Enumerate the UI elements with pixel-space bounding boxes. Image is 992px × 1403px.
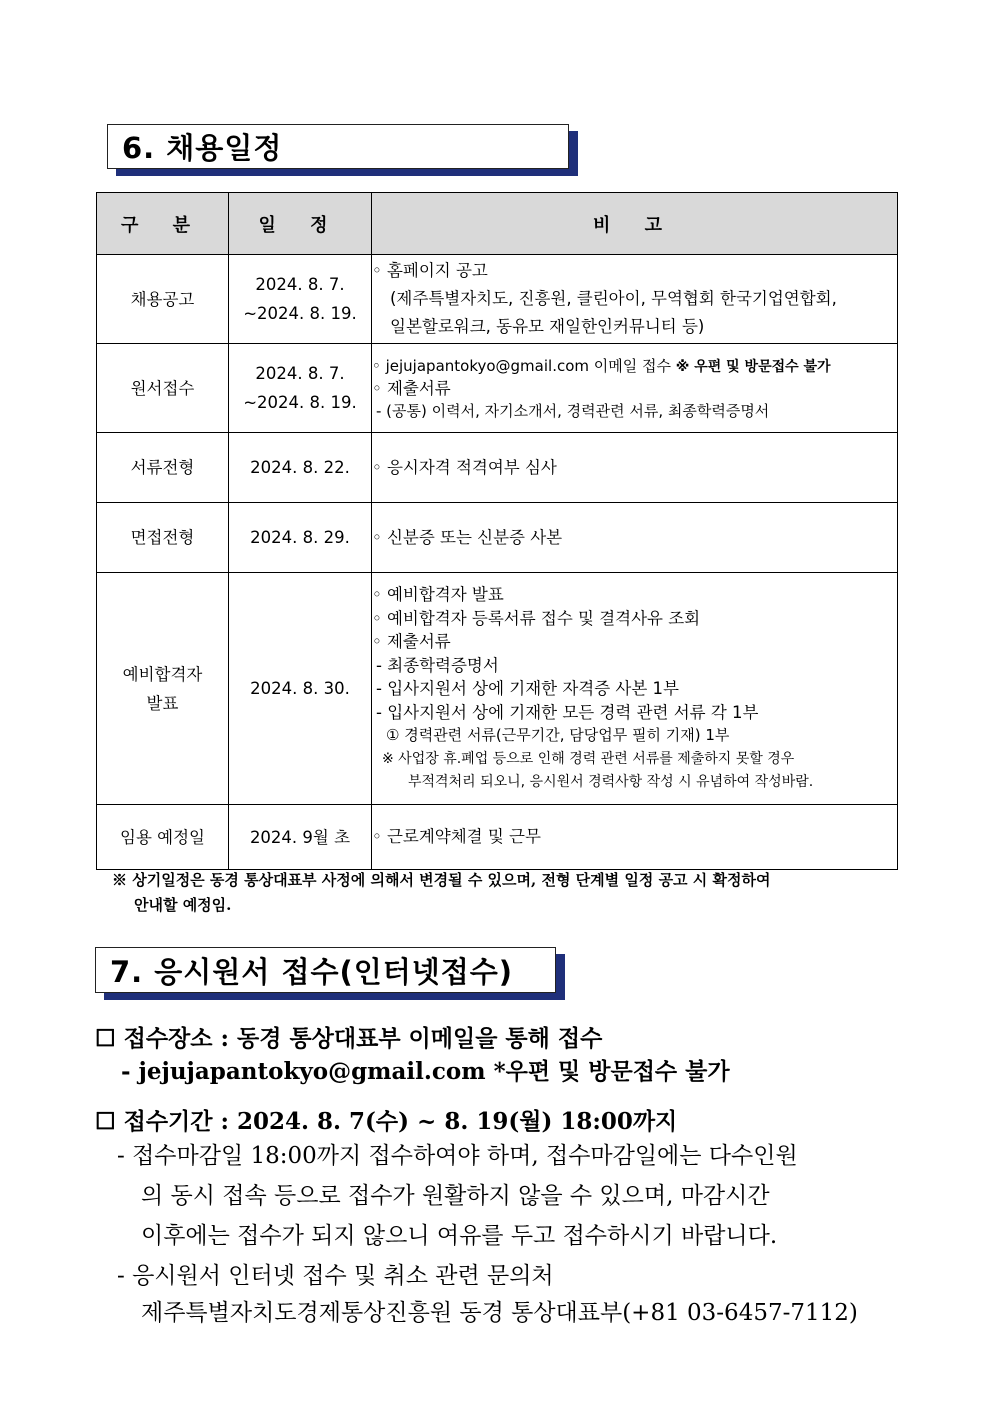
table-row xyxy=(97,344,898,433)
table-row xyxy=(97,255,898,344)
row-category-line: 예비합격자 xyxy=(122,664,203,684)
note-line: ① 경력관련 서류(근무기간, 담당업무 필히 기재) 1부 xyxy=(386,726,730,745)
row-date xyxy=(229,255,372,344)
reception-place-heading: ☐ 접수장소 : 동경 통상대표부 이메일을 통해 접수 xyxy=(95,1025,603,1052)
reception-place-block xyxy=(95,1022,915,1088)
table-row xyxy=(97,433,898,503)
email-submission-text: ◦ jejujapantokyo@gmail.com 이메일 접수 xyxy=(372,356,676,375)
table-header-row xyxy=(97,193,898,255)
section-6-title-text: 6. 채용일정 xyxy=(122,131,283,165)
row-date-end: ~2024. 8. 19. xyxy=(243,304,357,323)
row-note xyxy=(372,344,898,433)
section-7-title-text: 7. 응시원서 접수(인터넷접수) xyxy=(110,954,514,989)
row-category-line: 발표 xyxy=(146,693,179,713)
row-category: 채용공고 xyxy=(97,255,229,344)
footnote-line: ※ 상기일정은 동경 통상대표부 사정에 의해서 변경될 수 있으며, 전형 단계별 일정 공고 시 확정하여 xyxy=(112,871,771,889)
note-line: ◦ 제출서류 xyxy=(372,632,451,652)
header-date: 일 정 xyxy=(229,193,372,255)
note-line: - 최종학력증명서 xyxy=(376,655,499,675)
contact-line: 제주특별자치도경제통상진흥원 동경 통상대표부(+81 03-6457-7112) xyxy=(141,1300,858,1326)
footnote-line: 안내할 예정임. xyxy=(134,896,232,914)
row-date-start: 2024. 8. 7. xyxy=(255,275,345,294)
row-note xyxy=(372,573,898,805)
reception-period-heading: ☐ 접수기간 : 2024. 8. 7(수) ~ 8. 19(월) 18:00까지 xyxy=(95,1108,678,1135)
table-row xyxy=(97,573,898,805)
note-line: - (공통) 이력서, 자기소개서, 경력관련 서류, 최종학력증명서 xyxy=(376,401,770,420)
row-note: ◦ 응시자격 적격여부 심사 xyxy=(372,433,898,503)
row-date: 2024. 9월 초 xyxy=(229,805,372,870)
contact-info xyxy=(95,1256,915,1330)
notice-line: - 접수마감일 18:00까지 접수하여야 하며, 접수마감일에는 다수인원 xyxy=(117,1143,798,1169)
table-row xyxy=(97,805,898,870)
notice-line: 의 동시 접속 등으로 접수가 원활하지 않을 수 있으며, 마감시간 xyxy=(141,1183,770,1209)
row-date xyxy=(229,344,372,433)
note-line: ◦ 예비합격자 발표 xyxy=(372,585,504,605)
table-row xyxy=(97,503,898,573)
note-line: ◦ 홈페이지 공고 xyxy=(372,261,488,280)
row-category: 면접전형 xyxy=(97,503,229,573)
row-date-start: 2024. 8. 7. xyxy=(255,364,345,383)
row-category: 서류전형 xyxy=(97,433,229,503)
reception-period-block xyxy=(95,1105,915,1330)
header-category: 구 분 xyxy=(97,193,229,255)
no-mail-visit-notice: ※ 우편 및 방문접수 불가 xyxy=(675,358,831,375)
schedule-footnote xyxy=(112,868,902,918)
note-line: ※ 사업장 휴.폐업 등으로 인해 경력 관련 서류를 제출하지 못할 경우 xyxy=(382,750,795,767)
row-note: ◦ 근로계약체결 및 근무 xyxy=(372,805,898,870)
note-line: 부적격처리 되오니, 응시원서 경력사항 작성 시 유념하여 작성바람. xyxy=(408,773,814,790)
note-line: (제주특별자치도, 진흥원, 클린아이, 무역협회 한국기업연합회, xyxy=(390,289,837,308)
reception-place-detail: - jejujapantokyo@gmail.com *우편 및 방문접수 불가 xyxy=(121,1058,730,1085)
note-line: 일본할로워크, 동유모 재일한인커뮤니티 등) xyxy=(390,317,705,336)
row-note xyxy=(372,255,898,344)
notice-line: 이후에는 접수가 되지 않으니 여유를 두고 접수하시기 바랍니다. xyxy=(141,1223,778,1249)
note-line xyxy=(372,355,897,378)
row-note: ◦ 신분증 또는 신분증 사본 xyxy=(372,503,898,573)
row-category: 원서접수 xyxy=(97,344,229,433)
section-7-title xyxy=(95,947,556,993)
row-date-end: ~2024. 8. 19. xyxy=(243,393,357,412)
row-category xyxy=(97,573,229,805)
contact-line: - 응시원서 인터넷 접수 및 취소 관련 문의처 xyxy=(117,1263,554,1289)
schedule-table xyxy=(96,192,898,870)
header-note: 비 고 xyxy=(372,193,898,255)
section-6-title xyxy=(107,124,569,169)
note-line: - 입사지원서 상에 기재한 자격증 사본 1부 xyxy=(376,679,679,699)
row-category: 임용 예정일 xyxy=(97,805,229,870)
row-date: 2024. 8. 22. xyxy=(229,433,372,503)
note-line: ◦ 예비합격자 등록서류 접수 및 결격사유 조회 xyxy=(372,608,701,628)
reception-notice xyxy=(95,1136,915,1256)
note-line: ◦ 제출서류 xyxy=(372,378,451,398)
note-line: - 입사지원서 상에 기재한 모든 경력 관련 서류 각 1부 xyxy=(376,702,759,722)
row-date: 2024. 8. 29. xyxy=(229,503,372,573)
row-date: 2024. 8. 30. xyxy=(229,573,372,805)
